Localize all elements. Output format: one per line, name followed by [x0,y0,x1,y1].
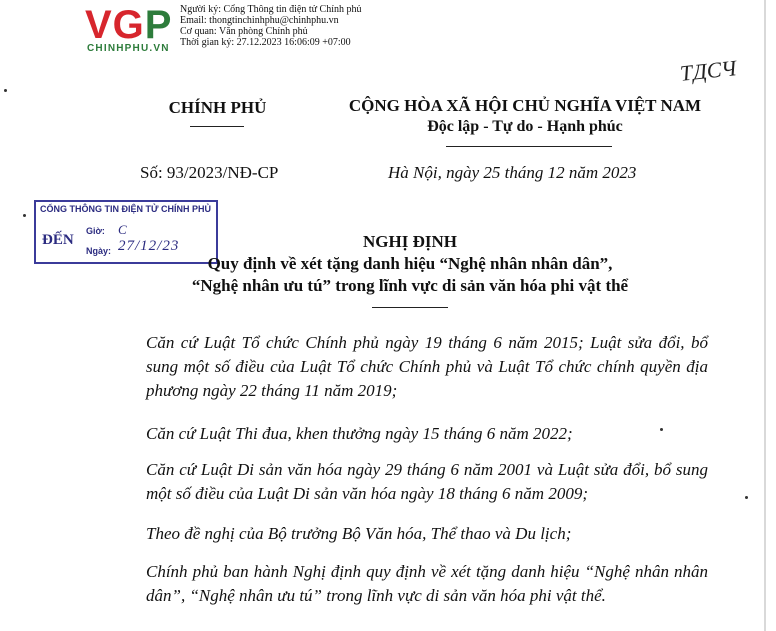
scan-speck [745,496,748,499]
document-type: NGHỊ ĐỊNH [363,232,457,251]
paragraph-legal-basis-3: Căn cứ Luật Di sản văn hóa ngày 29 tháng 6 năm 2001 và Luật sửa đổi, bổ sung một số điều của Luật Di sản văn hóa ngày 18 tháng 6 năm 2009; [146,460,708,503]
page-edge [764,0,766,631]
stamp-gio-label: Giờ: [86,226,105,236]
stamp-gio-value: C [118,222,127,237]
place-date: Hà Nội, ngày 25 tháng 12 năm 2023 [388,163,637,182]
paragraph-legal-basis-2: Căn cứ Luật Thi đua, khen thưởng ngày 15 tháng 6 năm 2022; [146,424,573,443]
scan-speck [4,89,7,92]
document-number: Số: 93/2023/NĐ-CP [140,163,279,182]
paragraph-decree-intro: Chính phủ ban hành Nghị định quy định về xét tặng danh hiệu “Nghệ nhân nhân dân”, “Nghệ nhân ưu tú” trong lĩnh vực di sản văn hóa phi vật thể. [146,562,708,605]
issuer-name: CHÍNH PHỦ [168,98,267,117]
signature-time: Thời gian ký: 27.12.2023 16:06:09 +07:00 [180,37,351,48]
stamp-ngay-label: Ngày: [86,246,112,256]
signature-email: Email: thongtinchinhphu@chinhphu.vn [180,15,339,26]
scan-speck [23,214,26,217]
stamp-den-label: ĐẾN [42,232,74,248]
signature-signer: Người ký: Cổng Thông tin điện tử Chính phủ [180,4,362,15]
subtitle-underline [372,307,448,308]
paragraph-legal-basis-1: Căn cứ Luật Tổ chức Chính phủ ngày 19 tháng 6 năm 2015; Luật sửa đổi, bổ sung một số điều của Luật Tổ chức Chính phủ và Luật Tổ chức chính quyền địa phương ngày 22 tháng 11 năm 2019; [146,333,708,400]
subtitle-line-2: “Nghệ nhân ưu tú” trong lĩnh vực di sản văn hóa phi vật thể [191,276,629,295]
national-motto: Độc lập - Tự do - Hạnh phúc [427,118,623,135]
vgp-logo: VGP [85,3,173,47]
stamp-title: CỔNG THÔNG TIN ĐIỆN TỬ CHÍNH PHỦ [40,204,211,214]
handwritten-mark: ТДСЧ [678,55,738,86]
digital-signature-block [180,4,362,48]
motto-underline [446,146,612,147]
subtitle-line-1: Quy định về xét tặng danh hiệu “Nghệ nhân nhân dân”, [207,254,613,273]
vgp-logo-subtitle: CHINHPHU.VN [87,43,170,54]
signature-agency: Cơ quan: Văn phòng Chính phủ [180,26,308,37]
scan-speck [660,428,663,431]
paragraph-proposal: Theo đề nghị của Bộ trưởng Bộ Văn hóa, Thể thao và Du lịch; [146,524,572,543]
stamp-ngay-value: 27/12/23 [118,238,180,254]
document-subtitle [150,253,670,297]
national-title: CỘNG HÒA XÃ HỘI CHỦ NGHĨA VIỆT NAM [348,96,702,115]
issuer-underline [190,126,244,127]
